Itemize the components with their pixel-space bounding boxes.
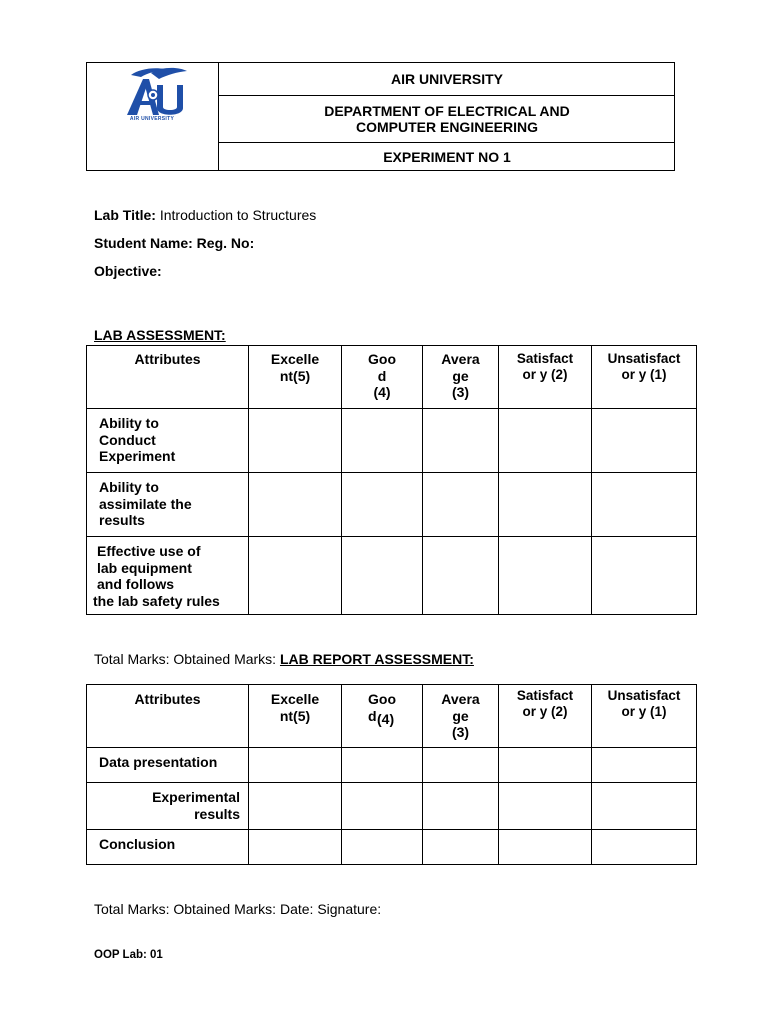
score-cell[interactable] (423, 830, 499, 865)
obtained-marks-label: Obtained Marks: (169, 651, 280, 667)
table-header-row (87, 685, 697, 748)
score-cell[interactable] (592, 748, 697, 783)
header-good: Goo d (4) (342, 346, 423, 409)
lab-title-line (94, 207, 316, 223)
score-cell[interactable] (249, 537, 342, 615)
lab-title-value: Introduction to Structures (155, 207, 317, 223)
experiment-number: EXPERIMENT NO 1 (383, 148, 511, 165)
score-cell[interactable] (342, 473, 423, 537)
score-cell[interactable] (342, 748, 423, 783)
lab-assessment-table (86, 345, 697, 615)
score-cell[interactable] (423, 783, 499, 830)
score-cell[interactable] (342, 409, 423, 473)
header-average: Avera ge (3) (423, 346, 499, 409)
header-satisfactory: Satisfact or y (2) (499, 346, 592, 409)
score-cell[interactable] (592, 830, 697, 865)
department-name (219, 96, 675, 143)
lab-assessment-title: LAB ASSESSMENT: (94, 327, 226, 343)
score-cell[interactable] (499, 409, 592, 473)
header-satisfactory: Satisfact or y (2) (499, 685, 592, 748)
lab-assessment-totals (94, 651, 474, 667)
table-row (87, 473, 697, 537)
header-unsatisfactory: Unsatisfact or y (1) (592, 346, 697, 409)
score-cell[interactable] (499, 783, 592, 830)
student-name-label: Student Name: (94, 235, 193, 251)
date-label: Date: (279, 901, 314, 917)
attribute-cell: Ability to assimilate the results (87, 473, 249, 537)
header-good: Goo d (4) (342, 685, 423, 748)
header-excellent: Excelle nt(5) (249, 346, 342, 409)
score-cell[interactable] (499, 473, 592, 537)
score-cell[interactable] (423, 537, 499, 615)
attribute-cell: Effective use of lab equipment and follows the lab safety rules (87, 537, 249, 615)
score-cell[interactable] (423, 748, 499, 783)
header-attributes: Attributes (87, 346, 249, 409)
air-university-logo-icon (87, 63, 219, 123)
obtained-marks-label: Obtained Marks: (169, 901, 280, 917)
score-cell[interactable] (249, 409, 342, 473)
score-cell[interactable] (249, 473, 342, 537)
score-cell[interactable] (342, 830, 423, 865)
attribute-cell: Data presentation (87, 748, 249, 783)
objective-label: Objective: (94, 263, 162, 279)
university-name: AIR UNIVERSITY (219, 63, 675, 96)
table-row (87, 409, 697, 473)
header-box (86, 62, 675, 171)
total-marks-label: Total Marks: (94, 651, 170, 667)
table-header-row (87, 346, 697, 409)
logo-cell (87, 63, 219, 170)
lab-report-assessment-table (86, 684, 697, 865)
score-cell[interactable] (499, 748, 592, 783)
score-cell[interactable] (423, 473, 499, 537)
table-row (87, 748, 697, 783)
score-cell[interactable] (342, 537, 423, 615)
table-row (87, 830, 697, 865)
score-cell[interactable] (249, 748, 342, 783)
score-cell[interactable] (592, 409, 697, 473)
department-line-1: DEPARTMENT OF ELECTRICAL AND (324, 103, 570, 119)
header-excellent: Excelle nt(5) (249, 685, 342, 748)
attribute-cell: Ability to Conduct Experiment (87, 409, 249, 473)
header-average: Avera ge (3) (423, 685, 499, 748)
table-row (87, 537, 697, 615)
header-attributes: Attributes (87, 685, 249, 748)
department-line-2: COMPUTER ENGINEERING (355, 119, 538, 135)
score-cell[interactable] (499, 830, 592, 865)
score-cell[interactable] (499, 537, 592, 615)
student-name-line (94, 235, 254, 251)
report-totals (94, 901, 381, 917)
attribute-cell: Conclusion (87, 830, 249, 865)
attribute-cell: Experimental results (87, 783, 249, 830)
header-unsatisfactory: Unsatisfact or y (1) (592, 685, 697, 748)
score-cell[interactable] (592, 537, 697, 615)
total-marks-label: Total Marks: (94, 901, 170, 917)
reg-no-label: Reg. No: (192, 235, 255, 251)
lab-title-label: Lab Title: (94, 207, 156, 223)
score-cell[interactable] (592, 783, 697, 830)
score-cell[interactable] (249, 783, 342, 830)
logo-text: AIR UNIVERSITY (129, 116, 175, 122)
score-cell[interactable] (423, 409, 499, 473)
lab-report-assessment-title: LAB REPORT ASSESSMENT: (279, 651, 474, 667)
score-cell[interactable] (592, 473, 697, 537)
page-footer: OOP Lab: 01 (94, 949, 163, 961)
score-cell[interactable] (342, 783, 423, 830)
score-cell[interactable] (249, 830, 342, 865)
signature-label: Signature: (313, 901, 382, 917)
table-row (87, 783, 697, 830)
objective-line (94, 263, 162, 279)
